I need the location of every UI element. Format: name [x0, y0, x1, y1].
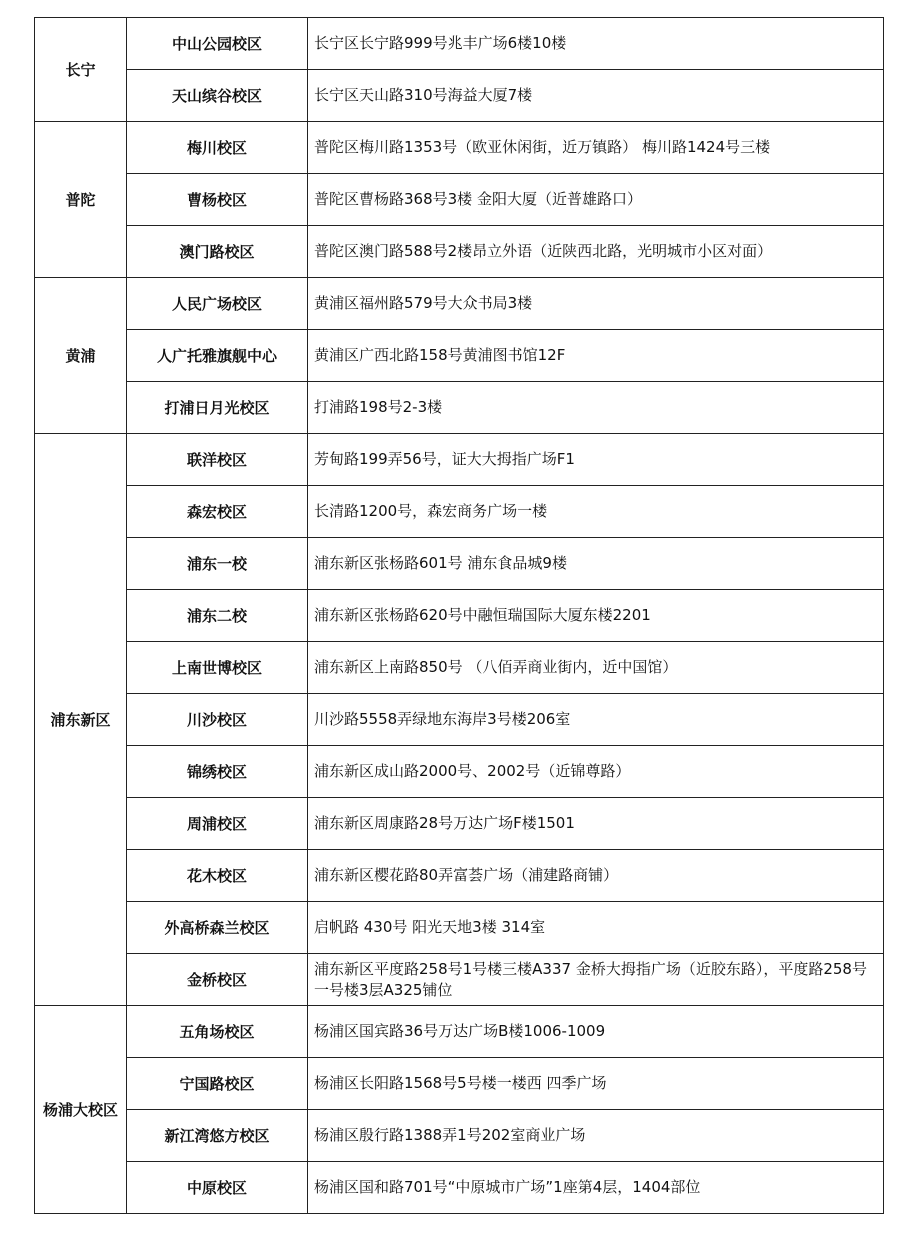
table-row	[35, 642, 884, 694]
table-row	[35, 850, 884, 902]
table-row	[35, 382, 884, 434]
campus-address: 长宁区天山路310号海益大厦7楼	[308, 70, 884, 122]
table-row	[35, 18, 884, 70]
campus-name: 天山缤谷校区	[127, 70, 308, 122]
table-row	[35, 486, 884, 538]
table-row	[35, 694, 884, 746]
campus-address: 浦东新区张杨路601号 浦东食品城9楼	[308, 538, 884, 590]
campus-name: 上南世博校区	[127, 642, 308, 694]
campus-address: 普陀区梅川路1353号（欧亚休闲街，近万镇路） 梅川路1424号三楼	[308, 122, 884, 174]
table-row	[35, 434, 884, 486]
table-body	[35, 18, 884, 1214]
campus-address: 杨浦区殷行路1388弄1号202室商业广场	[308, 1110, 884, 1162]
table-row	[35, 1006, 884, 1058]
campus-name: 锦绣校区	[127, 746, 308, 798]
campus-address: 川沙路5558弄绿地东海岸3号楼206室	[308, 694, 884, 746]
table-row	[35, 798, 884, 850]
campus-name: 森宏校区	[127, 486, 308, 538]
campus-address: 黄浦区广西北路158号黄浦图书馆12F	[308, 330, 884, 382]
campus-address: 长清路1200号，森宏商务广场一楼	[308, 486, 884, 538]
campus-address-table	[34, 17, 884, 1214]
campus-address: 普陀区曹杨路368号3楼 金阳大厦（近普雄路口）	[308, 174, 884, 226]
campus-name: 人广托雅旗舰中心	[127, 330, 308, 382]
table-row	[35, 902, 884, 954]
campus-address: 浦东新区平度路258号1号楼三楼A337 金桥大拇指广场（近胶东路），平度路258号一号楼3层A325铺位	[308, 954, 884, 1006]
campus-name: 新江湾悠方校区	[127, 1110, 308, 1162]
table-row	[35, 746, 884, 798]
campus-name: 梅川校区	[127, 122, 308, 174]
campus-name: 浦东二校	[127, 590, 308, 642]
campus-name: 打浦日月光校区	[127, 382, 308, 434]
table-row	[35, 538, 884, 590]
campus-address: 长宁区长宁路999号兆丰广场6楼10楼	[308, 18, 884, 70]
campus-name: 川沙校区	[127, 694, 308, 746]
campus-address: 启帆路 430号 阳光天地3楼 314室	[308, 902, 884, 954]
campus-name: 宁国路校区	[127, 1058, 308, 1110]
campus-name: 周浦校区	[127, 798, 308, 850]
campus-address: 浦东新区成山路2000号、2002号（近锦尊路）	[308, 746, 884, 798]
table-row	[35, 226, 884, 278]
district-name: 普陀	[35, 122, 127, 278]
table-row	[35, 330, 884, 382]
campus-address: 普陀区澳门路588号2楼昂立外语（近陕西北路，光明城市小区对面）	[308, 226, 884, 278]
campus-address: 黄浦区福州路579号大众书局3楼	[308, 278, 884, 330]
campus-address: 杨浦区国和路701号“中原城市广场”1座第4层，1404部位	[308, 1162, 884, 1214]
table-row	[35, 1110, 884, 1162]
campus-name: 人民广场校区	[127, 278, 308, 330]
table-row	[35, 278, 884, 330]
campus-address: 芳甸路199弄56号，证大大拇指广场F1	[308, 434, 884, 486]
table-row	[35, 70, 884, 122]
campus-name: 澳门路校区	[127, 226, 308, 278]
district-name: 浦东新区	[35, 434, 127, 1006]
campus-name: 五角场校区	[127, 1006, 308, 1058]
campus-name: 中原校区	[127, 1162, 308, 1214]
campus-address: 浦东新区樱花路80弄富荟广场（浦建路商铺）	[308, 850, 884, 902]
campus-name: 中山公园校区	[127, 18, 308, 70]
district-name: 杨浦大校区	[35, 1006, 127, 1214]
table-row	[35, 1058, 884, 1110]
campus-address: 杨浦区长阳路1568号5号楼一楼西 四季广场	[308, 1058, 884, 1110]
table-row	[35, 954, 884, 1006]
campus-name: 联洋校区	[127, 434, 308, 486]
district-name: 黄浦	[35, 278, 127, 434]
district-name: 长宁	[35, 18, 127, 122]
table-row	[35, 1162, 884, 1214]
campus-address: 浦东新区上南路850号 （八佰弄商业街内，近中国馆）	[308, 642, 884, 694]
campus-name: 金桥校区	[127, 954, 308, 1006]
campus-name: 外高桥森兰校区	[127, 902, 308, 954]
campus-address: 打浦路198号2-3楼	[308, 382, 884, 434]
campus-name: 浦东一校	[127, 538, 308, 590]
table-row	[35, 590, 884, 642]
campus-address: 浦东新区周康路28号万达广场F楼1501	[308, 798, 884, 850]
campus-address: 杨浦区国宾路36号万达广场B楼1006-1009	[308, 1006, 884, 1058]
campus-name: 曹杨校区	[127, 174, 308, 226]
table-row	[35, 174, 884, 226]
campus-address: 浦东新区张杨路620号中融恒瑞国际大厦东楼2201	[308, 590, 884, 642]
table-row	[35, 122, 884, 174]
campus-name: 花木校区	[127, 850, 308, 902]
